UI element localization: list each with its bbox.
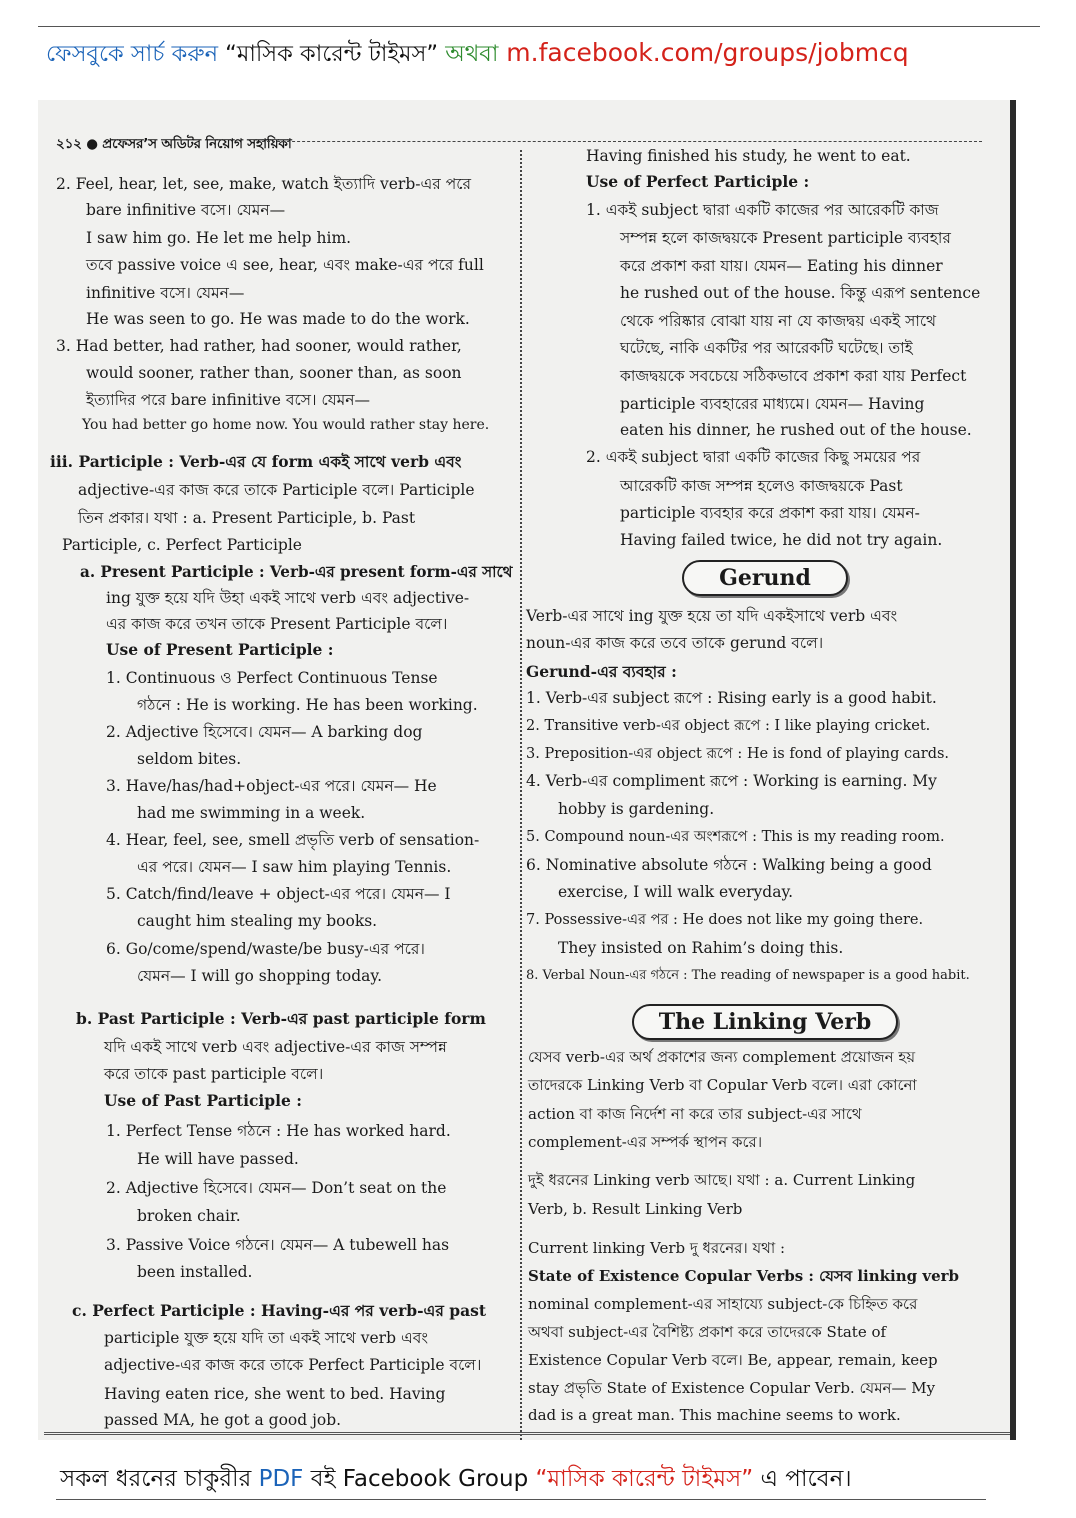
left-text-line: Use of Past Participle : bbox=[104, 1091, 302, 1110]
right-text-line: eaten his dinner, he rushed out of the house. bbox=[620, 421, 972, 439]
right-text-line: action বা কাজ নির্দেশ না করে তার subject-এর সাথে bbox=[528, 1105, 862, 1123]
right-text-line: 7. Possessive-এর পর : He does not like my going there. bbox=[526, 912, 924, 928]
left-text-line: 2. Adjective হিসেবে। যেমন— Don’t seat on the bbox=[106, 1179, 447, 1197]
left-text-line: infinitive বসে। যেমন— bbox=[86, 284, 245, 302]
right-text-line: 4. Verb-এর compliment রূপে : Working is earning. My bbox=[526, 772, 937, 790]
left-text-line: এর কাজ করে তখন তাকে Present Participle বলে। bbox=[106, 615, 448, 633]
left-text-line: যদি একই সাথে verb এবং adjective-এর কাজ সম্পন্ন bbox=[104, 1038, 447, 1056]
right-text-line: State of Existence Copular Verbs : যেসব linking verb bbox=[528, 1267, 960, 1285]
right-text-line: ঘটেছে, নাকি একটির পর আরেকটি ঘটেছে। তাই bbox=[620, 339, 913, 357]
left-text-line: broken chair. bbox=[137, 1207, 241, 1225]
column-divider bbox=[520, 150, 522, 1440]
bottom-rule bbox=[56, 1499, 986, 1500]
left-text-line: You had better go home now. You would rather stay here. bbox=[82, 417, 490, 433]
right-text-line: দুই ধরনের Linking verb আছে। যথা : a. Current Linking bbox=[528, 1171, 916, 1189]
right-text-line: participle ব্যবহার করে প্রকাশ করা যায়। যেমন- bbox=[620, 504, 920, 522]
right-text-line: 2. একই subject দ্বারা একটি কাজের কিছু সময়ের পর bbox=[586, 448, 921, 466]
footer-text-1: সকল ধরনের চাকুরীর bbox=[60, 1466, 259, 1492]
left-text-line: 2. Adjective হিসেবে। যেমন— A barking dog bbox=[106, 723, 423, 741]
right-text-line: আরেকটি কাজ সম্পন্ন হলেও কাজদ্বয়কে Past bbox=[620, 477, 903, 495]
gerund-heading: Gerund bbox=[682, 560, 848, 596]
header-search-text: ফেসবুকে সার্চ করুন bbox=[46, 41, 219, 67]
left-text-line: He will have passed. bbox=[137, 1150, 299, 1168]
left-text-line: been installed. bbox=[137, 1263, 253, 1281]
left-text-line: participle যুক্ত হয়ে যদি তা একই সাথে verb এবং bbox=[104, 1329, 429, 1347]
footer-text-2: বই Facebook Group bbox=[303, 1466, 536, 1492]
left-text-line: ইত্যাদির পরে bare infinitive বসে। যেমন— bbox=[86, 391, 370, 409]
left-text-line: adjective-এর কাজ করে তাকে Perfect Participle বলে। bbox=[104, 1356, 482, 1374]
left-text-line: গঠনে : He is working. He has been working. bbox=[137, 696, 478, 714]
right-text-line: সম্পন্ন হলে কাজদ্বয়কে Present participle ব্যবহার bbox=[620, 229, 951, 247]
left-text-line: করে তাকে past participle বলে। bbox=[104, 1065, 324, 1083]
left-text-line: bare infinitive বসে। যেমন— bbox=[86, 201, 286, 219]
left-text-line: I saw him go. He let me help him. bbox=[86, 229, 352, 247]
right-text-line: hobby is gardening. bbox=[558, 800, 715, 818]
page-bottom-rule bbox=[44, 1432, 1010, 1435]
left-text-line: a. Present Participle : Verb-এর present form-এর সাথে bbox=[80, 562, 513, 581]
right-text-line: They insisted on Rahim’s doing this. bbox=[558, 939, 844, 957]
right-text-line: complement-এর সম্পর্ক স্থাপন করে। bbox=[528, 1133, 763, 1151]
left-text-line: 3. Had better, had rather, had sooner, would rather, bbox=[56, 337, 462, 355]
right-text-line: stay প্রভৃতি State of Existence Copular Verb. যেমন— My bbox=[528, 1379, 936, 1397]
footer-group-name: “মাসিক কারেন্ট টাইমস” bbox=[535, 1466, 754, 1492]
left-text-line: passed MA, he got a good job. bbox=[104, 1411, 342, 1429]
right-text-line: participle ব্যবহারের মাধ্যমে। যেমন— Having bbox=[620, 395, 925, 413]
right-text-line: noun-এর কাজ করে তবে তাকে gerund বলে। bbox=[526, 634, 824, 652]
right-text-line: Verb, b. Result Linking Verb bbox=[528, 1200, 743, 1218]
left-text-line: b. Past Participle : Verb-এর past participle form bbox=[76, 1009, 486, 1028]
top-rule bbox=[38, 26, 1040, 27]
right-text-line: থেকে পরিষ্কার বোঝা যায় না যে কাজদ্বয় একই সাথে bbox=[620, 312, 937, 330]
right-text-line: অথবা subject-এর বৈশিষ্ট্য প্রকাশ করে তাদেরকে State of bbox=[528, 1323, 887, 1341]
right-text-line: Having finished his study, he went to eat. bbox=[586, 147, 911, 165]
right-text-line: Verb-এর সাথে ing যুক্ত হয়ে তা যদি একইসাথে verb এবং bbox=[526, 607, 898, 625]
left-text-line: ing যুক্ত হয়ে যদি উহা একই সাথে verb এবং adjective- bbox=[106, 589, 470, 607]
left-text-line: adjective-এর কাজ করে তাকে Participle বলে। Participle bbox=[78, 481, 475, 499]
left-text-line: 3. Passive Voice গঠনে। যেমন— A tubewell has bbox=[106, 1236, 450, 1254]
left-text-line: He was seen to go. He was made to do the work. bbox=[86, 310, 470, 328]
left-text-line: 1. Perfect Tense গঠনে : He has worked hard. bbox=[106, 1122, 451, 1140]
left-text-line: তবে passive voice এ see, hear, এবং make-এর পরে full bbox=[86, 256, 484, 274]
right-text-line: 6. Nominative absolute গঠনে : Walking being a good bbox=[526, 856, 932, 874]
running-head: ২১২ ● প্রফেসর’স অডিটর নিয়োগ সহায়িকা bbox=[56, 136, 292, 152]
left-text-line: had me swimming in a week. bbox=[137, 804, 366, 822]
left-text-line: 3. Have/has/had+object-এর পরে। যেমন— He bbox=[106, 777, 437, 795]
right-text-line: 3. Preposition-এর object রূপে : He is fond of playing cards. bbox=[526, 746, 950, 762]
left-text-line: 5. Catch/find/leave + object-এর পরে। যেমন— I bbox=[106, 885, 451, 903]
right-text-line: Having failed twice, he did not try again. bbox=[620, 531, 943, 549]
right-text-line: nominal complement-এর সাহায্যে subject-কে চিহ্নিত করে bbox=[528, 1295, 918, 1313]
right-text-line: 2. Transitive verb-এর object রূপে : I like playing cricket. bbox=[526, 718, 931, 734]
right-text-line: he rushed out of the house. কিন্তু এরূপ sentence bbox=[620, 284, 981, 302]
header-group-name: “মাসিক কারেন্ট টাইমস” bbox=[218, 41, 446, 67]
right-text-line: 8. Verbal Noun-এর গঠনে : The reading of newspaper is a good habit. bbox=[526, 968, 970, 983]
promo-header bbox=[46, 36, 1036, 74]
right-text-line: Current linking Verb দু ধরনের। যথা : bbox=[528, 1239, 786, 1257]
left-text-line: Having eaten rice, she went to bed. Having bbox=[104, 1385, 446, 1403]
header-or-text: অথবা bbox=[445, 41, 499, 67]
right-text-line: 1. একই subject দ্বারা একটি কাজের পর আরেকটি কাজ bbox=[586, 201, 939, 219]
left-text-line: c. Perfect Participle : Having-এর পর verb-এর past bbox=[72, 1301, 487, 1320]
left-text-line: Participle, c. Perfect Participle bbox=[62, 536, 302, 554]
footer-pdf: PDF bbox=[258, 1466, 304, 1492]
promo-footer bbox=[60, 1460, 852, 1499]
right-text-line: করে প্রকাশ করা যায়। যেমন— Eating his dinner bbox=[620, 257, 943, 275]
running-head-rule bbox=[262, 141, 982, 142]
left-text-line: iii. Participle : Verb-এর যে form একই সাথে verb এবং bbox=[50, 452, 462, 471]
left-text-line: seldom bites. bbox=[137, 750, 242, 768]
right-text-line: 1. Verb-এর subject রূপে : Rising early is a good habit. bbox=[526, 689, 937, 707]
left-text-line: তিন প্রকার। যথা : a. Present Participle, b. Past bbox=[78, 509, 416, 527]
left-text-line: Use of Present Participle : bbox=[106, 640, 334, 659]
left-text-line: 1. Continuous ও Perfect Continuous Tense bbox=[106, 669, 438, 687]
header-facebook-link[interactable]: m.facebook.com/groups/jobmcq bbox=[498, 38, 909, 67]
right-text-line: Use of Perfect Participle : bbox=[586, 172, 810, 191]
right-text-line: Gerund-এর ব্যবহার : bbox=[526, 662, 677, 681]
left-text-line: 6. Go/come/spend/waste/be busy-এর পরে। bbox=[106, 940, 425, 958]
right-text-line: কাজদ্বয়কে সবচেয়ে সঠিকভাবে প্রকাশ করা যায় Perfect bbox=[620, 367, 967, 385]
right-text-line: 5. Compound noun-এর অংশরূপে : This is my reading room. bbox=[526, 829, 945, 845]
left-text-line: would sooner, rather than, sooner than, as soon bbox=[86, 364, 462, 382]
right-text-line: Existence Copular Verb বলে। Be, appear, remain, keep bbox=[528, 1351, 938, 1369]
footer-text-3: এ পাবেন। bbox=[753, 1466, 852, 1492]
right-text-line: exercise, I will walk everyday. bbox=[558, 883, 794, 901]
right-text-line: তাদেরকে Linking Verb বা Copular Verb বলে। এরা কোনো bbox=[528, 1076, 917, 1094]
left-text-line: caught him stealing my books. bbox=[137, 912, 378, 930]
right-text-line: dad is a great man. This machine seems to work. bbox=[528, 1406, 901, 1424]
left-text-line: যেমন— I will go shopping today. bbox=[137, 967, 383, 985]
linking-verb-heading: The Linking Verb bbox=[632, 1004, 898, 1040]
right-text-line: যেসব verb-এর অর্থ প্রকাশের জন্য complement প্রয়োজন হয় bbox=[528, 1048, 916, 1066]
left-text-line: এর পরে। যেমন— I saw him playing Tennis. bbox=[137, 858, 452, 876]
left-text-line: 4. Hear, feel, see, smell প্রভৃতি verb of sensation- bbox=[106, 831, 480, 849]
left-text-line: 2. Feel, hear, let, see, make, watch ইত্যাদি verb-এর পরে bbox=[56, 175, 471, 193]
